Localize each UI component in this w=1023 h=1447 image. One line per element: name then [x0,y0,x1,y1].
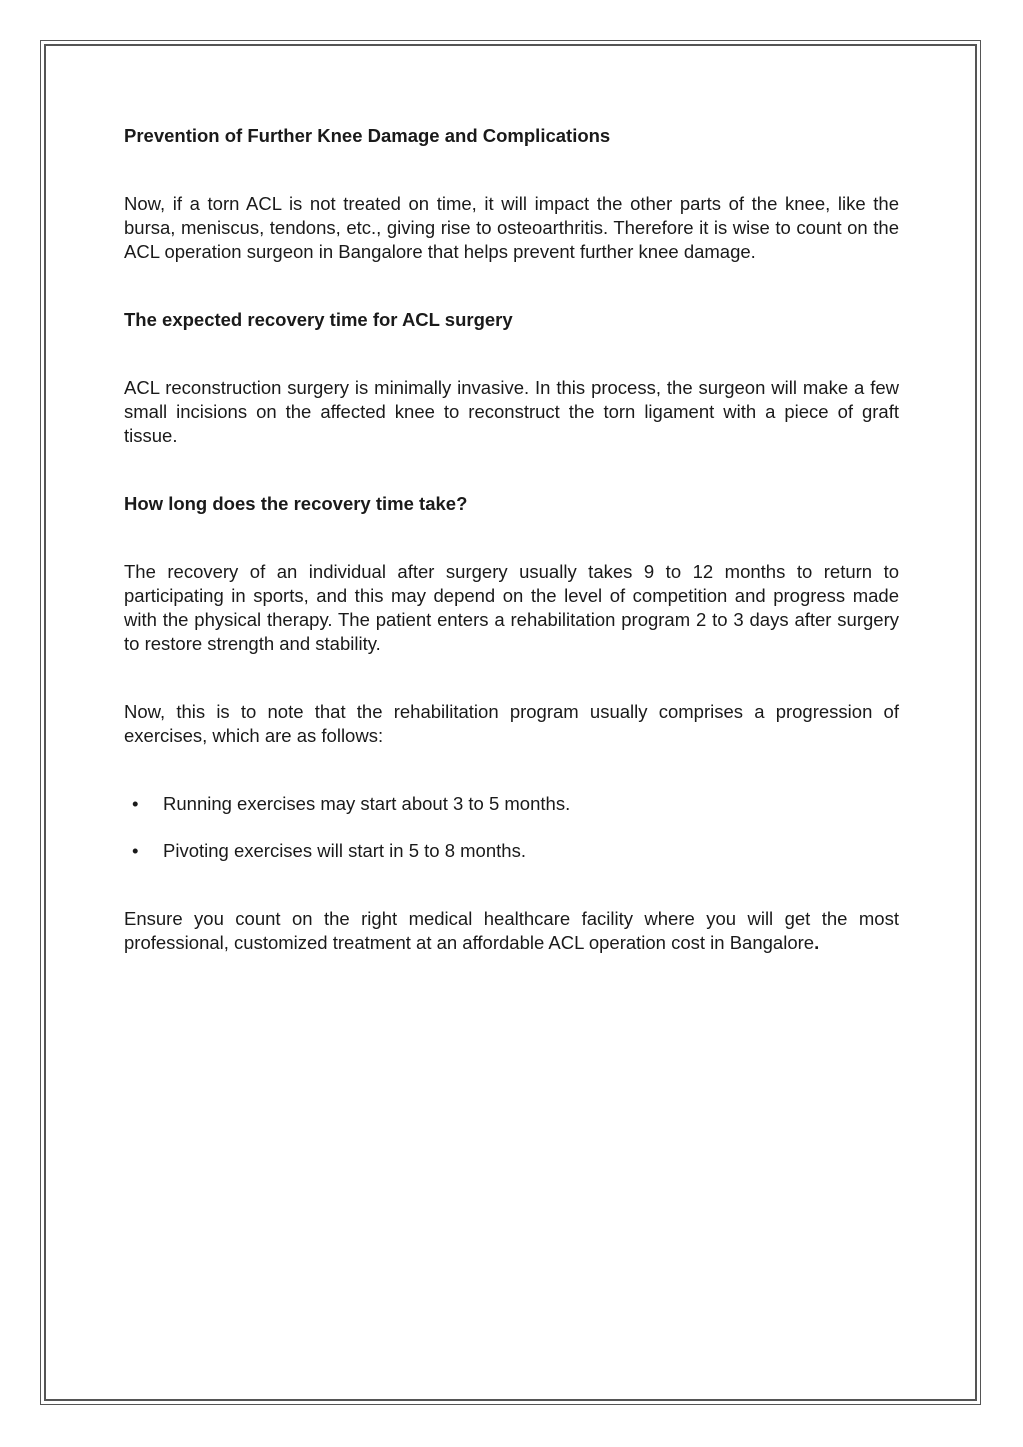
conclusion-period: . [814,932,820,953]
section-heading-knee-damage: Prevention of Further Knee Damage and Complications [124,125,611,146]
document-body [124,124,899,955]
paragraph-recovery-duration: The recovery of an individual after surgery usually takes 9 to 12 months to return to participating in sports, and this may depend on the level of competition and progress made with the physical therapy. The patient enters a rehabilitation program 2 to 3 days after surgery to restore strength and stability. [124,561,899,654]
bullet-icon: • [132,793,139,814]
section-heading-how-long: How long does the recovery time take? [124,493,468,514]
section-heading-recovery-time: The expected recovery time for ACL surgery [124,309,513,330]
list-item [124,839,899,863]
paragraph-conclusion [124,907,899,955]
list-item [124,792,899,816]
list-item-text: Pivoting exercises will start in 5 to 8 months. [163,840,526,861]
list-item-text: Running exercises may start about 3 to 5 months. [163,793,571,814]
paragraph-rehab-program: Now, this is to note that the rehabilitation program usually comprises a progression of exercises, which are as follows: [124,701,899,746]
bullet-icon: • [132,840,139,861]
conclusion-text: Ensure you count on the right medical healthcare facility where you will get the most professional, customized treatment at an affordable ACL operation cost in Bangalore [124,908,899,953]
paragraph-knee-damage: Now, if a torn ACL is not treated on time, it will impact the other parts of the knee, like the bursa, meniscus, tendons, etc., giving rise to osteoarthritis. Therefore it is wise to count on the ACL operation surgeon in Bangalore that helps prevent further knee damage. [124,193,899,262]
exercise-list [124,792,899,863]
paragraph-acl-reconstruction: ACL reconstruction surgery is minimally invasive. In this process, the surgeon will make a few small incisions on the affected knee to reconstruct the torn ligament with a piece of graft tissue. [124,377,899,446]
